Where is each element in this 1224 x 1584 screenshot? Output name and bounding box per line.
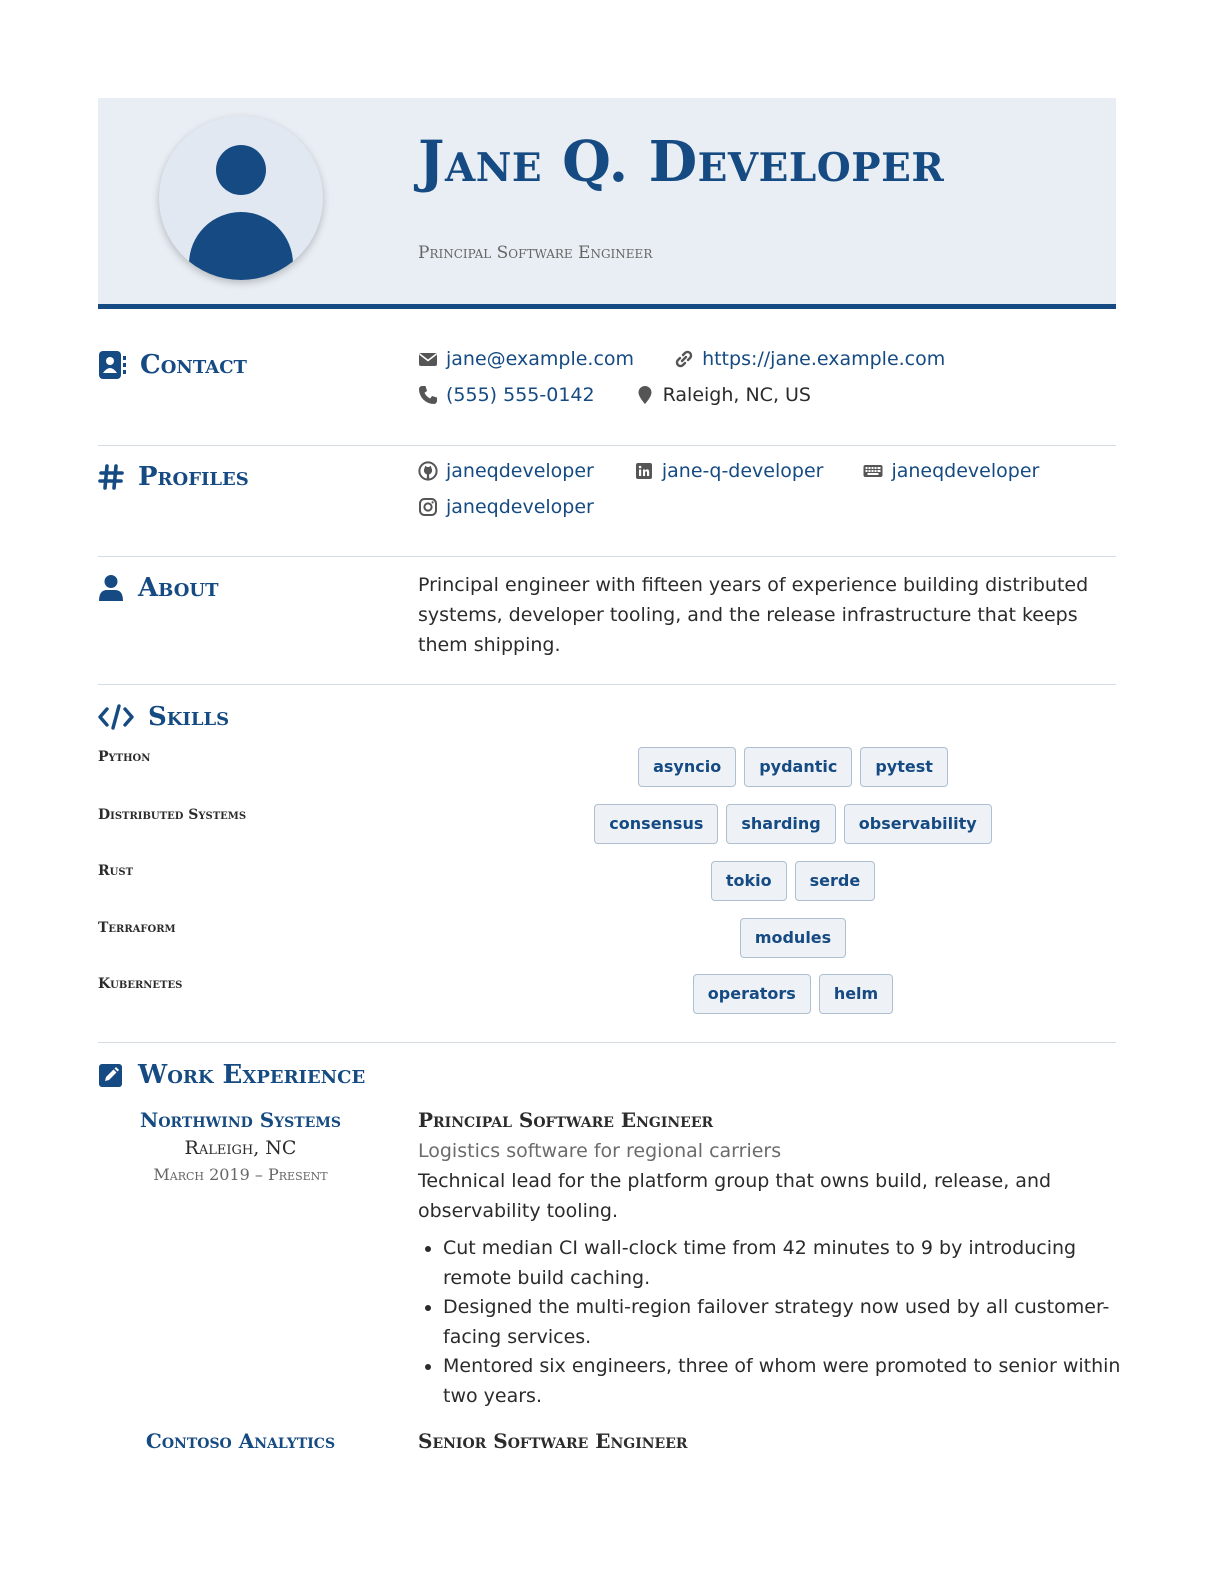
skill-tag: consensus	[594, 804, 718, 844]
hashtag-icon	[98, 463, 124, 491]
employment-dates: March 2019 – Present	[153, 1165, 328, 1184]
keyboard-profile-link[interactable]: janeqdeveloper	[891, 460, 1040, 482]
link-icon	[674, 349, 694, 369]
skill-keywords	[418, 861, 1168, 901]
skill-keywords	[418, 804, 1168, 844]
skill-tag: pytest	[860, 747, 948, 787]
contact-row-2	[418, 384, 851, 406]
user-icon	[98, 574, 124, 602]
section-title-contact: Contact	[140, 350, 247, 380]
candidate-title: Principal Software Engineer	[418, 243, 653, 263]
highlight-item: • Mentored six engineers, three of whom were promoted to senior within two years.	[443, 1351, 1143, 1411]
skill-tag: modules	[740, 918, 846, 958]
phone-icon	[418, 385, 438, 405]
section-title-profiles: Profiles	[138, 462, 249, 492]
company-name: Contoso Analytics	[145, 1429, 336, 1453]
section-skills	[98, 702, 229, 732]
highlight-item: • Designed the multi-region failover strategy now used by all customer-facing services.	[443, 1292, 1143, 1352]
skill-tag: asyncio	[638, 747, 736, 787]
website-link[interactable]: https://jane.example.com	[702, 348, 946, 370]
github-icon	[418, 461, 438, 481]
candidate-name: Jane Q. Developer	[418, 129, 945, 195]
contact-website[interactable]	[674, 348, 945, 370]
skill-name: Terraform	[98, 920, 176, 936]
job-title: Senior Software Engineer	[418, 1429, 688, 1453]
address-book-icon	[98, 350, 126, 380]
envelope-icon	[418, 349, 438, 369]
instagram-link[interactable]: janeqdeveloper	[446, 496, 594, 518]
job-description: Technical lead for the platform group that owns build, release, and observability tooling.	[418, 1170, 1052, 1222]
work-entry-meta	[98, 1108, 383, 1184]
skill-tag: sharding	[726, 804, 835, 844]
company-name: Northwind Systems	[140, 1108, 341, 1132]
contact-email[interactable]	[418, 348, 634, 370]
divider	[98, 445, 1116, 446]
skill-tag: observability	[844, 804, 992, 844]
skill-name: Rust	[98, 863, 134, 879]
skill-name: Distributed Systems	[98, 807, 247, 823]
divider	[98, 556, 1116, 557]
code-icon	[98, 703, 134, 731]
skill-name: Kubernetes	[98, 976, 183, 992]
skill-keywords	[418, 918, 1168, 958]
linkedin-icon	[634, 461, 654, 481]
profiles-row-1	[418, 460, 1079, 482]
skill-tag: tokio	[711, 861, 787, 901]
contact-row-1	[418, 348, 985, 370]
skill-tag: operators	[693, 974, 811, 1014]
phone-link[interactable]: (555) 555-0142	[446, 384, 595, 406]
section-title-work: Work Experience	[138, 1060, 366, 1090]
profile-github[interactable]	[418, 460, 594, 482]
skill-tag: helm	[819, 974, 893, 1014]
section-profiles	[98, 462, 249, 492]
skill-keywords	[418, 974, 1168, 1014]
section-contact	[98, 350, 247, 380]
contact-phone[interactable]	[418, 384, 595, 406]
job-title: Principal Software Engineer	[418, 1108, 714, 1132]
job-highlights	[418, 1233, 1143, 1410]
profile-instagram[interactable]	[418, 496, 594, 518]
section-work	[98, 1060, 365, 1090]
company-location: Raleigh, NC	[184, 1137, 297, 1159]
pen-square-icon	[98, 1061, 124, 1089]
profile-linkedin[interactable]	[634, 460, 824, 482]
section-title-skills: Skills	[148, 702, 230, 732]
about-text: Principal engineer with fifteen years of experience building distributed systems, developer tooling, and the release infrastructure that keeps them shipping.	[418, 574, 1089, 656]
avatar-body	[189, 212, 293, 280]
profiles-row-2	[418, 496, 634, 518]
divider	[98, 1042, 1116, 1043]
email-link[interactable]: jane@example.com	[446, 348, 635, 370]
skill-tag: serde	[795, 861, 876, 901]
map-pin-icon	[635, 385, 655, 405]
section-about	[98, 573, 219, 603]
skill-tag: pydantic	[744, 747, 852, 787]
header-rule	[98, 304, 1116, 309]
divider	[98, 684, 1116, 685]
job-summary: Logistics software for regional carriers	[418, 1140, 782, 1162]
location-text: Raleigh, NC, US	[662, 384, 811, 406]
skill-keywords	[418, 747, 1168, 787]
github-link[interactable]: janeqdeveloper	[446, 460, 594, 482]
linkedin-link[interactable]: jane-q-developer	[661, 460, 824, 482]
profile-keyboard[interactable]	[863, 460, 1039, 482]
avatar	[159, 116, 323, 280]
instagram-icon	[418, 497, 438, 517]
work-entry-meta	[98, 1429, 383, 1453]
skill-name: Python	[98, 749, 151, 765]
avatar-head	[216, 145, 266, 195]
highlight-item: • Cut median CI wall-clock time from 42 minutes to 9 by introducing remote build caching.	[443, 1233, 1143, 1293]
contact-location	[635, 384, 811, 406]
keyboard-icon	[863, 461, 883, 481]
section-title-about: About	[138, 573, 219, 603]
